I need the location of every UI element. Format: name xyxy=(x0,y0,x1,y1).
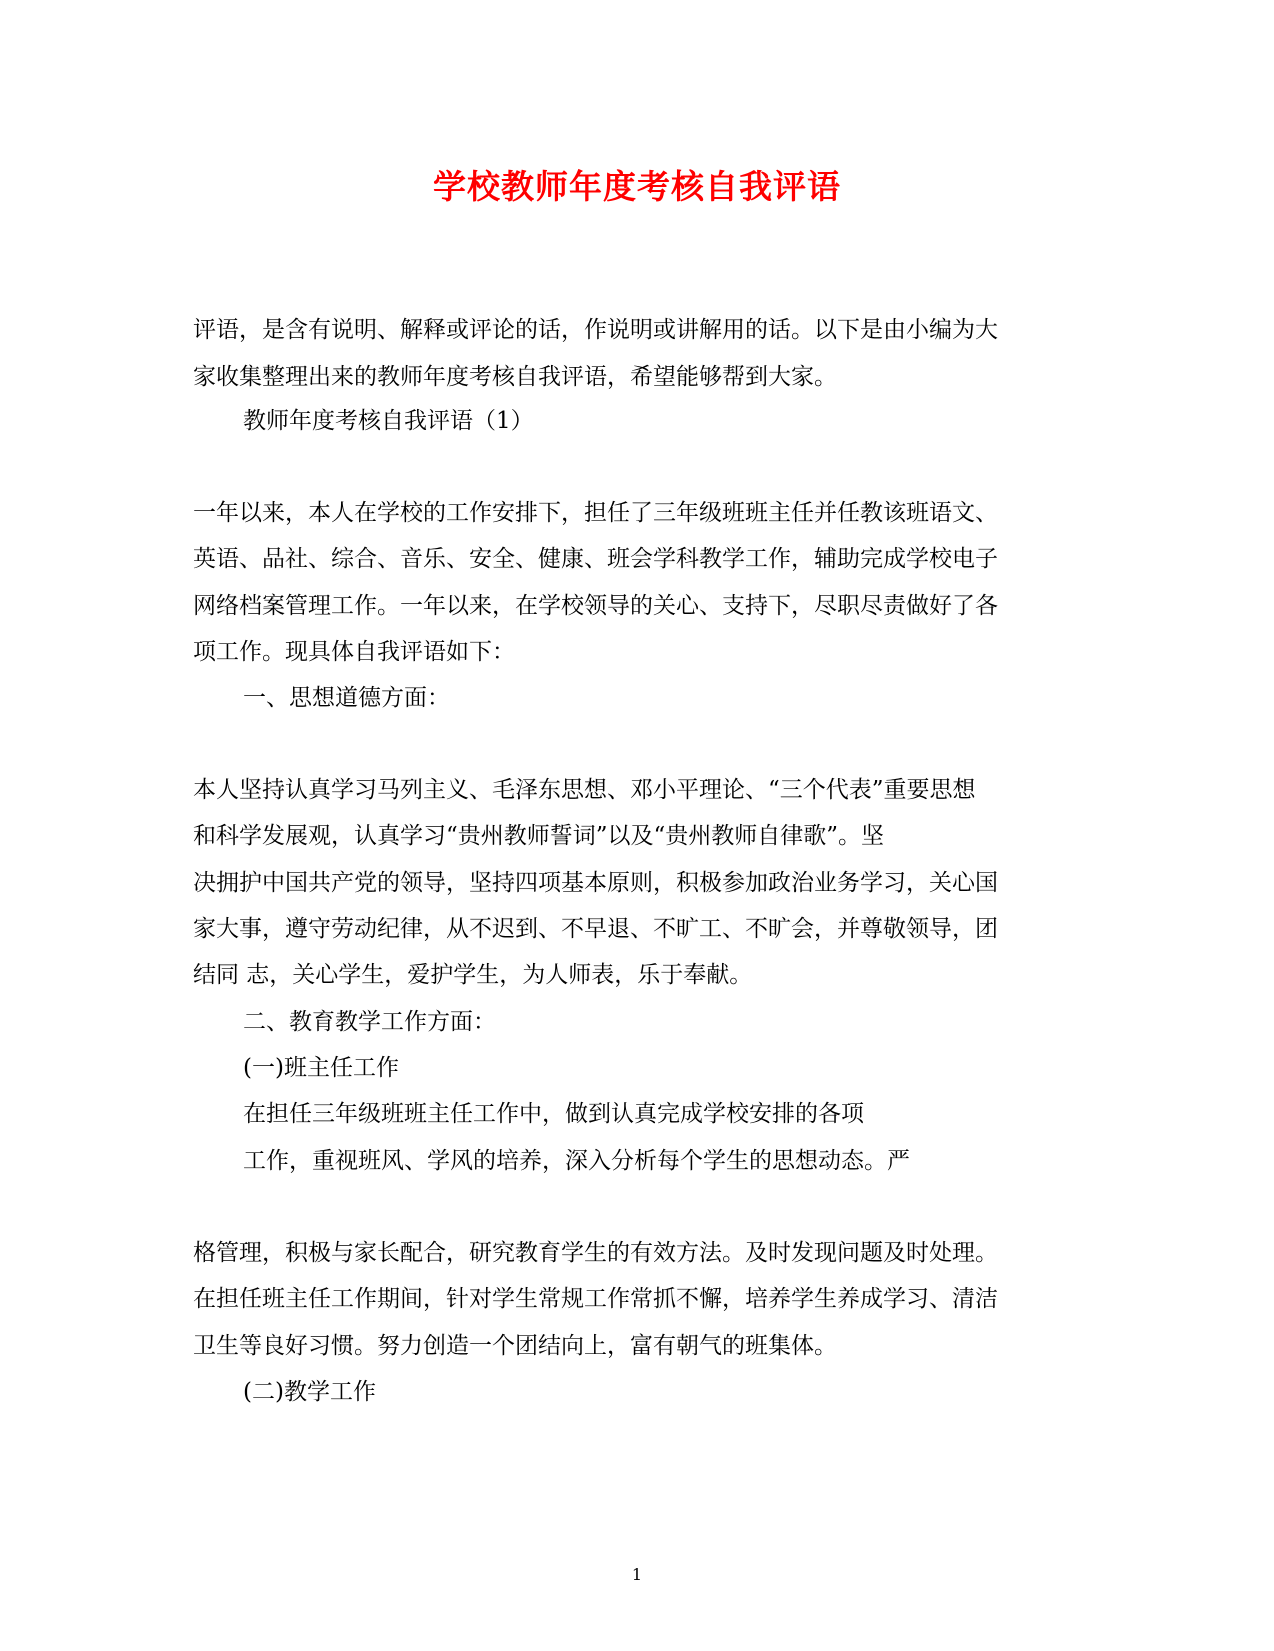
text-line: 本人坚持认真学习马列主义、毛泽东思想、邓小平理论、“三个代表”重要思想 xyxy=(193,777,976,803)
section-heading: 一、思想道德方面： xyxy=(243,685,450,711)
text-line: 一年以来，本人在学校的工作安排下，担任了三年级班班主任并任教该班语文、 xyxy=(193,500,998,526)
subsection-heading: (一)班主任工作 xyxy=(243,1055,399,1081)
text-line: 家大事，遵守劳动纪律，从不迟到、不早退、不旷工、不旷会，并尊敬领导，团 xyxy=(193,916,998,942)
section-heading: 教师年度考核自我评语（1） xyxy=(243,408,534,434)
text-line: 卫生等良好习惯。努力创造一个团结向上，富有朝气的班集体。 xyxy=(193,1333,837,1359)
text-line: 结同 志，关心学生，爱护学生，为人师表，乐于奉献。 xyxy=(193,962,753,988)
page-number: 1 xyxy=(631,1565,643,1584)
text-line: 在担任三年级班班主任工作中，做到认真完成学校安排的各项 xyxy=(243,1101,864,1127)
text-line: 格管理，积极与家长配合，研究教育学生的有效方法。及时发现问题及时处理。 xyxy=(193,1240,998,1266)
subsection-heading: (二)教学工作 xyxy=(243,1379,376,1405)
document-title: 学校教师年度考核自我评语 xyxy=(433,167,841,206)
text-line: 项工作。现具体自我评语如下： xyxy=(193,639,515,665)
text-line: 家收集整理出来的教师年度考核自我评语，希望能够帮到大家。 xyxy=(193,364,837,390)
section-heading: 二、教育教学工作方面： xyxy=(243,1009,496,1035)
text-line: 工作，重视班风、学风的培养，深入分析每个学生的思想动态。严 xyxy=(243,1148,910,1174)
text-line: 评语，是含有说明、解释或评论的话，作说明或讲解用的话。以下是由小编为大 xyxy=(193,317,998,343)
text-line: 和科学发展观，认真学习“贵州教师誓词”以及“贵州教师自律歌”。坚 xyxy=(193,823,885,849)
text-line: 决拥护中国共产党的领导，坚持四项基本原则，积极参加政治业务学习，关心国 xyxy=(193,870,998,896)
text-line: 英语、品社、综合、音乐、安全、健康、班会学科教学工作，辅助完成学校电子 xyxy=(193,546,998,572)
text-line: 网络档案管理工作。一年以来，在学校领导的关心、支持下，尽职尽责做好了各 xyxy=(193,593,998,619)
text-line: 在担任班主任工作期间，针对学生常规工作常抓不懈，培养学生养成学习、清洁 xyxy=(193,1286,998,1312)
